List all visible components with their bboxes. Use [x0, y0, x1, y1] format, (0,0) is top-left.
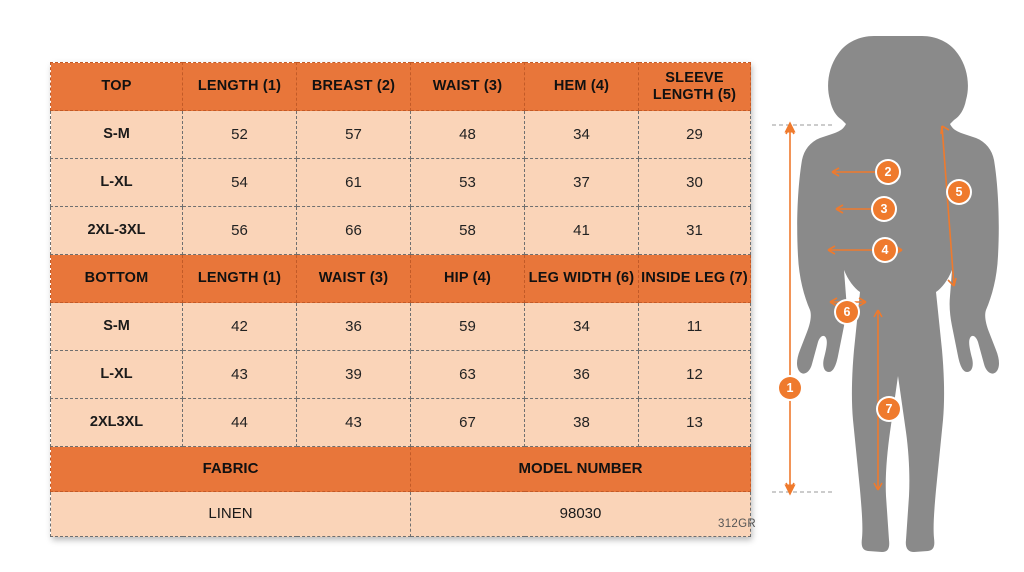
header-sleeve-line2: LENGTH (5): [652, 86, 737, 103]
cell-top-s-m-length: 52: [183, 111, 297, 159]
table-row: [51, 111, 751, 159]
header-top-length: LENGTH (1): [183, 63, 297, 111]
model-code-label: 312GR: [718, 518, 756, 530]
row-label-top-2xl-3xl: 2XL-3XL: [51, 207, 183, 255]
top-table-header-row: [51, 63, 751, 111]
cell-top-2xl-3xl-breast: 66: [297, 207, 411, 255]
header-bottom-leg-width: LEG WIDTH (6): [525, 255, 639, 303]
size-chart-table-container: [50, 62, 750, 537]
cell-bottom-2xl-3xl-length: 44: [183, 399, 297, 447]
header-model-number: MODEL NUMBER: [411, 447, 751, 492]
header-top-hem: HEM (4): [525, 63, 639, 111]
table-row: [51, 351, 751, 399]
cell-top-2xl-3xl-length: 56: [183, 207, 297, 255]
badge-7-icon: 7: [878, 398, 900, 420]
header-top-sleeve-length: [639, 63, 751, 111]
header-bottom-length: LENGTH (1): [183, 255, 297, 303]
cell-bottom-s-m-leg-width: 34: [525, 303, 639, 351]
arrow-sleeve-length: [941, 126, 956, 286]
cell-top-s-m-waist: 48: [411, 111, 525, 159]
header-bottom-inside-leg: INSIDE LEG (7): [639, 255, 751, 303]
cell-top-s-m-hem: 34: [525, 111, 639, 159]
row-label-bottom-2xl-3xl: 2XL3XL: [51, 399, 183, 447]
cell-top-l-xl-length: 54: [183, 159, 297, 207]
badge-5-icon: 5: [948, 181, 970, 203]
cell-top-l-xl-sleeve: 30: [639, 159, 751, 207]
cell-top-s-m-sleeve: 29: [639, 111, 751, 159]
badge-6-icon: 6: [836, 301, 858, 323]
header-bottom-waist: WAIST (3): [297, 255, 411, 303]
header-sleeve-line1: SLEEVE: [665, 69, 724, 86]
cell-top-2xl-3xl-sleeve: 31: [639, 207, 751, 255]
cell-bottom-l-xl-hip: 63: [411, 351, 525, 399]
bottom-table-header-row: [51, 255, 751, 303]
measurement-figure: [770, 20, 1024, 560]
cell-top-l-xl-waist: 53: [411, 159, 525, 207]
cell-top-2xl-3xl-hem: 41: [525, 207, 639, 255]
table-row: [51, 207, 751, 255]
cell-bottom-s-m-hip: 59: [411, 303, 525, 351]
row-label-bottom-l-xl: L-XL: [51, 351, 183, 399]
cell-bottom-s-m-waist: 36: [297, 303, 411, 351]
cell-bottom-2xl-3xl-leg-width: 38: [525, 399, 639, 447]
guide-dashed-lines: [770, 125, 832, 492]
cell-bottom-l-xl-leg-width: 36: [525, 351, 639, 399]
row-label-top-s-m: S-M: [51, 111, 183, 159]
badge-2-icon: 2: [877, 161, 899, 183]
cell-bottom-l-xl-inside-leg: 12: [639, 351, 751, 399]
cell-bottom-s-m-length: 42: [183, 303, 297, 351]
table-row: [51, 399, 751, 447]
header-bottom: BOTTOM: [51, 255, 183, 303]
cell-top-2xl-3xl-waist: 58: [411, 207, 525, 255]
cell-top-l-xl-hem: 37: [525, 159, 639, 207]
footer-header-row: [51, 447, 751, 492]
size-chart-table: [50, 62, 751, 537]
measurement-guides: [770, 20, 1024, 560]
table-row: [51, 159, 751, 207]
badge-4-icon: 4: [874, 239, 896, 261]
badge-1-icon: 1: [779, 377, 801, 399]
header-fabric: FABRIC: [51, 447, 411, 492]
badge-3-icon: 3: [873, 198, 895, 220]
table-row: [51, 303, 751, 351]
row-label-top-l-xl: L-XL: [51, 159, 183, 207]
header-top: TOP: [51, 63, 183, 111]
row-label-bottom-s-m: S-M: [51, 303, 183, 351]
header-bottom-hip: HIP (4): [411, 255, 525, 303]
footer-value-row: [51, 492, 751, 537]
header-top-breast: BREAST (2): [297, 63, 411, 111]
cell-bottom-2xl-3xl-inside-leg: 13: [639, 399, 751, 447]
cell-bottom-l-xl-length: 43: [183, 351, 297, 399]
cell-bottom-l-xl-waist: 39: [297, 351, 411, 399]
value-fabric: LINEN: [51, 492, 411, 537]
cell-bottom-2xl-3xl-waist: 43: [297, 399, 411, 447]
value-model-number: 98030: [411, 492, 751, 537]
cell-bottom-s-m-inside-leg: 11: [639, 303, 751, 351]
cell-top-l-xl-breast: 61: [297, 159, 411, 207]
header-top-waist: WAIST (3): [411, 63, 525, 111]
cell-top-s-m-breast: 57: [297, 111, 411, 159]
cell-bottom-2xl-3xl-hip: 67: [411, 399, 525, 447]
